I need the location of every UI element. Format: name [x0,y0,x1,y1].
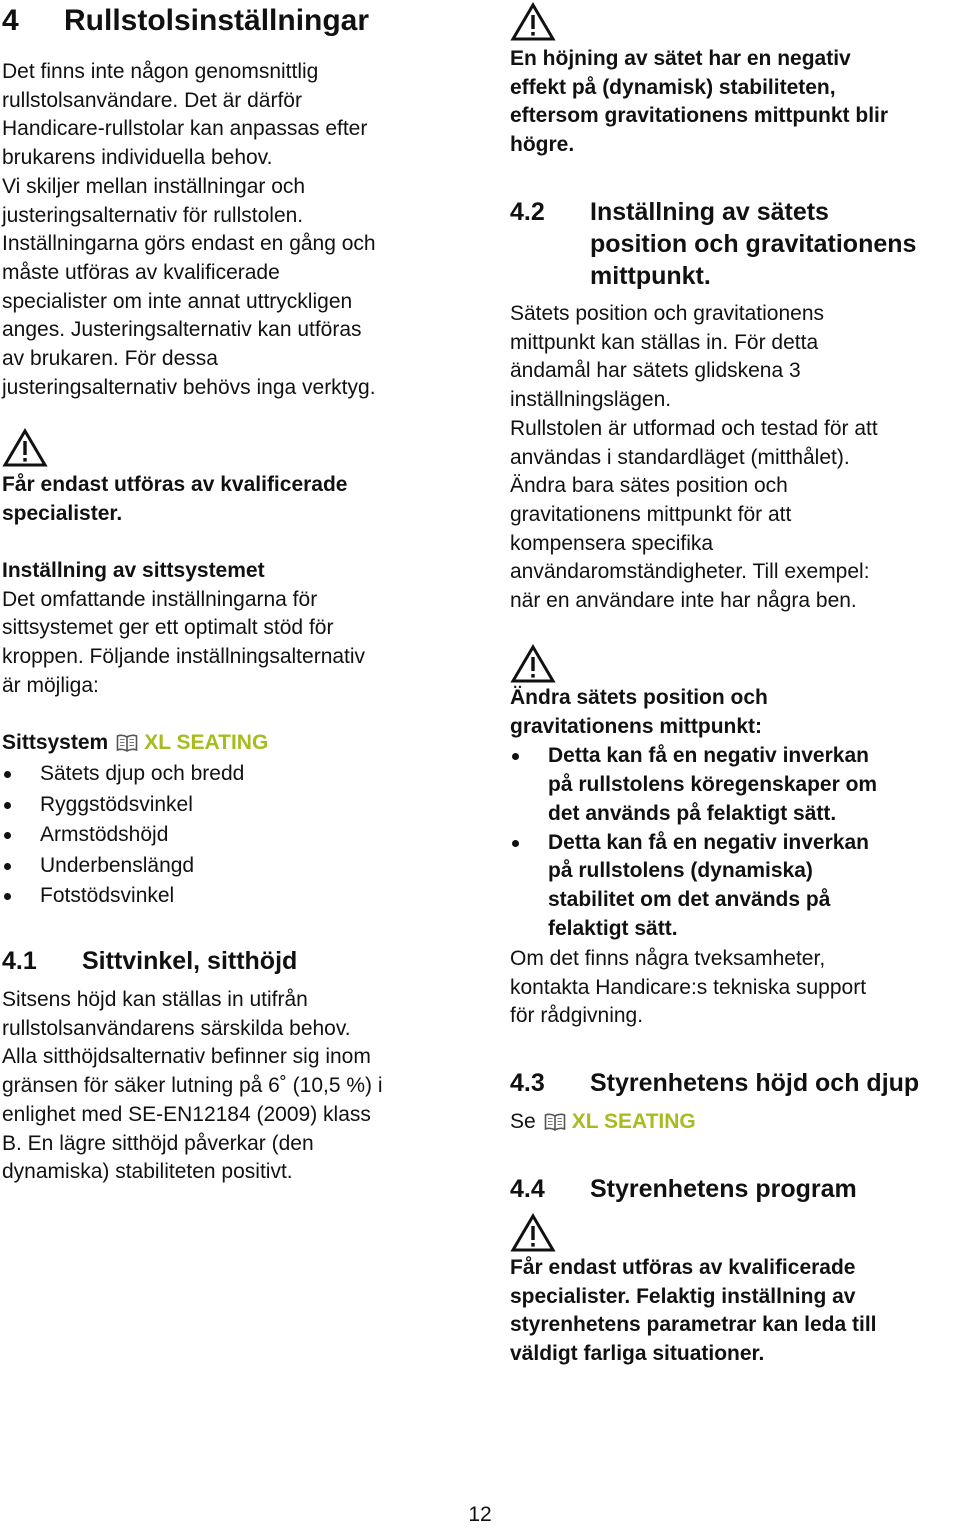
text-line: specialister. [2,501,123,525]
section-number: 4.3 [510,1069,545,1097]
xl-seating-label: XL SEATING [571,1110,696,1133]
text-line: kroppen. Följande inställningsalternativ [2,645,366,669]
warning-bullet-list [510,742,877,943]
list-item: Fotstödsvinkel [2,881,244,912]
text-line: Får endast utföras av kvalificerade [510,1256,856,1279]
text-line: högre. [510,133,575,157]
chapter-number: 4 [2,4,19,37]
text-line: Det omfattande inställningarna för [2,587,318,611]
text-line: Sätets position och gravitationens [510,302,825,325]
text-line: B. En lägre sitthöjd påverkar (den [2,1131,314,1155]
text-line: dynamiska) stabiliteten positivt. [2,1160,293,1184]
text-line: användaromständigheter. Till exempel: [510,560,870,584]
text-line: för rådgivning. [510,1004,644,1028]
text-line: En höjning av sätet har en negativ [510,47,851,70]
sitting-heading: Inställning av sittsystemet [2,559,265,582]
section-4-1-heading [2,945,467,977]
section-4-2-paragraph [510,300,878,616]
chapter-title: Rullstolsinställningar [64,4,370,37]
text-line: enlighet med SE-EN12184 (2009) klass [2,1102,371,1126]
section-title: Sittvinkel, sitthöjd [82,947,298,975]
text-line: sittsystemet ger ett optimalt stöd för [2,616,334,640]
text-line: specialister. Felaktig inställning av [510,1284,856,1308]
book-icon [544,1111,566,1140]
list-item: Sätets djup och bredd [2,759,244,790]
text-line: måste utföras av kvalificerade [2,260,280,284]
text-line: ändamål har sätets glidskena 3 [510,359,801,383]
text-line: Handicare-rullstolar kan anpassas efter [2,117,368,141]
text-line: Det finns inte någon genomsnittlig [2,60,319,83]
warning-text [2,471,348,528]
xl-seating-label: XL SEATING [144,731,269,754]
text-line: rullstolsanvändarens särskilda behov. [2,1016,351,1040]
list-item: Ryggstödsvinkel [2,790,244,821]
text-line: av brukaren. För dessa [2,347,218,371]
contact-paragraph [510,945,866,1031]
text-line: Inställningarna görs endast en gång och [2,232,376,256]
warning-triangle-icon [510,2,556,42]
book-icon [116,732,138,761]
warning-seat-position [510,684,877,943]
section-4-2-heading [510,196,958,296]
list-item: Detta kan få en negativ inverkan på rullstolens köregenskaper om det används på felaktigt sätt. [510,742,877,828]
text-line: styrenhetens parametrar kan leda till [510,1313,877,1337]
see-reference [510,1108,696,1140]
page-number: 12 [468,1503,492,1526]
text-line: Ändra sätets position och [510,686,768,709]
section-number: 4.4 [510,1175,545,1203]
section-title: Styrenhetens program [590,1175,857,1203]
sittsystem-label: Sittsystem [2,731,109,754]
list-item: Armstödshöjd [2,820,244,851]
text-line: användas i standardläget (mitthålet). [510,445,850,469]
list-item: Underbenslängd [2,851,244,882]
text-line: är möjliga: [2,673,99,697]
text-line: gränsen för säker lutning på 6˚ (10,5 %) i [2,1074,383,1098]
text-line: när en användare inte har några ben. [510,589,857,613]
text-line: gravitationens mittpunkt: [510,714,763,738]
section-4-4-heading [510,1173,958,1205]
section-4-3-heading [510,1067,958,1099]
see-label: Se [510,1110,536,1133]
settings-bullet-list [2,759,244,912]
text-line: kompensera specifika [510,531,714,555]
text-line: Alla sitthöjdsalternativ befinner sig inom [2,1045,371,1069]
section-number: 4.1 [2,947,37,975]
warning-triangle-icon [510,644,556,684]
text-line: Vi skiljer mellan inställningar och [2,174,306,198]
text-line: specialister om inte annat uttryckligen [2,289,353,313]
warning-seat-height [510,45,888,160]
text-line: brukarens individuella behov. [2,146,273,170]
section-title: Styrenhetens höjd och djup [590,1069,920,1097]
sittsystem-reference [2,729,268,761]
text-line: Rullstolen är utformad och testad för att [510,416,878,440]
warning-triangle-icon [2,428,48,468]
text-line: inställningslägen. [510,388,672,412]
chapter-heading [2,4,369,38]
text-line: anges. Justeringsalternativ kan utföras [2,318,362,342]
intro-paragraph [2,58,376,402]
text-line: Om det finns några tveksamheter, [510,947,826,970]
text-line: mittpunkt kan ställas in. För detta [510,330,819,354]
section-title: Inställning av sätets position och gravitationens mittpunkt. [590,198,917,290]
sitting-section [2,557,365,701]
text-line: gravitationens mittpunkt för att [510,502,792,526]
section-number: 4.2 [510,198,545,226]
text-line: kontakta Handicare:s tekniska support [510,975,867,999]
text-line: effekt på (dynamisk) stabiliteten, [510,75,836,99]
text-line: rullstolsanvändare. Det är därför [2,88,302,112]
list-item: Detta kan få en negativ inverkan på rullstolens (dynamiska) stabilitet om det används på felaktigt sätt. [510,829,877,944]
text-line: Får endast utföras av kvalificerade [2,473,348,496]
text-line: Ändra bara sätes position och [510,474,788,498]
text-line: justeringsalternativ för rullstolen. [2,203,304,227]
text-line: justeringsalternativ behövs inga verktyg. [2,375,376,399]
warning-controller [510,1254,877,1369]
text-line: Sitsens höjd kan ställas in utifrån [2,988,308,1011]
section-4-1-paragraph [2,986,383,1187]
warning-triangle-icon [510,1213,556,1253]
text-line: väldigt farliga situationer. [510,1342,765,1366]
text-line: eftersom gravitationens mittpunkt blir [510,104,889,128]
